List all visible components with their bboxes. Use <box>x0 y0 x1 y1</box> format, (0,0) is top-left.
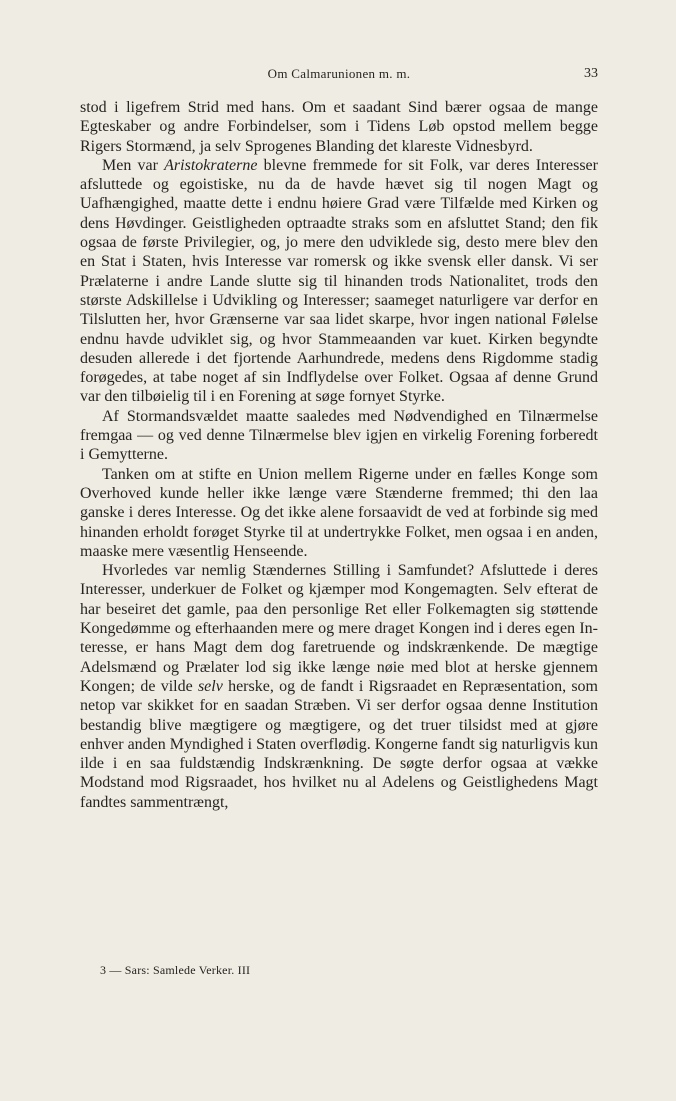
paragraph <box>80 407 598 465</box>
text-run: Tanken om at stifte en Union mellem Rigerne under en fælles Konge som Overhoved kunde heller ikke længe være Stænderne fremmed; thi den laa ganske i deres Interesse. Og det ikke alene forsaavidt de ved at forbinde sig med hinanden erholdt forøget Styrke til at undertrykke Folket, men ogsaa i en anden, maaske mere væsentlig Henseende. <box>80 465 598 560</box>
page-header <box>80 66 598 86</box>
text-run: Men var <box>102 156 165 174</box>
italic-text: Aristokraterne <box>164 156 258 174</box>
paragraph <box>80 465 598 561</box>
text-run: herske, og de fandt i Rigsraadet en Repræsentation, som netop var skikket for en saadan Stræben. Vi ser derfor ogsaa denne Institution bestandig blive mægtigere og mægtigere, og det truer tilsidst med at gjøre enhver anden Myndighed i Staten overflødig. Kongerne fandt sig naturligvis kun ilde i en saa fuldstændig Indskrænkning. De søgte derfor ogsaa at vække Modstand mod Rigsraadet, hos hvilket nu al Adelens og Geistlighedens Magt fandtes sammentrængt, <box>80 677 598 811</box>
signature-mark: 3 — Sars: Samlede Verker. III <box>100 963 251 977</box>
text-run: Af Stormandsvældet maatte saaledes med Nødvendighed en Tilnærmelse fremgaa — og ved denne Tilnærmelse blev igjen en virkelig Forening forberedt i Gemytterne. <box>80 407 598 464</box>
page-number: 33 <box>584 66 598 81</box>
body-text <box>80 98 598 812</box>
text-run: blevne fremmede for sit Folk, var deres Interesser afsluttede og egoistiske, nu da de havde hævet sig til nogen Magt og Uafhængighed, maatte dette i endnu høiere Grad være Tilfælde med Kirken og dens Høvdinger. Geistligheden optraadte straks som en afsluttet Stand; den fik ogsaa de første Privilegier, og, jo mere den udviklede sig, desto mere blev den en Stat i Staten, hvis Interesse var romersk og ikke svensk eller dansk. Vi ser Prælaterne i andre Lande slutte sig til hinanden trods Nationalitet, trods den største Adskillelse i Udvikling og Interesser; saameget naturligere var derfor en Tilslutten her, hvor Grænserne var saa lidet skarpe, hvor ingen national Følelse endnu havde udviklet sig, og hvor Stammeaanden var kuet. Kirken begyndte desuden allerede i det fjortende Aarhundrede, medens dens Rigdomme stadig forøgedes, at tabe noget af sin Indflydelse over Folket. Ogsaa af denne Grund var den tilbøielig til i en Forening at søge fornyet Styrke. <box>80 156 598 406</box>
text-run: stod i ligefrem Strid med hans. Om et saadant Sind bærer ogsaa de mange Egteskaber og andre Forbindelser, som i Tidens Løb opstod mellem begge Rigers Stormænd, ja selv Sprogenes Blanding det klareste Vidnesbyrd. <box>80 99 598 155</box>
paragraph <box>80 156 598 407</box>
italic-text: selv <box>197 677 223 695</box>
text-run: Hvorledes var nemlig Stændernes Stilling i Samfundet? Afsluttede i deres Interesser, underkuer de Folket og kjæmper mod Kongemagten. Selv efterat de har beseiret det gamle, paa den personlige Ret eller Folkemagten sig støttende Kongedømme og efterhaanden mere og mere draget Kongen ind i deres egen Interesse, er hans Magt dem dog faretruende og indskrænkende. De mægtige Adelsmænd og Prælater lod sig ikke længe nøie med blot at herske gjennem Kongen; de vilde <box>80 562 598 695</box>
paragraph <box>80 98 598 156</box>
paragraph <box>80 561 598 812</box>
running-title: Om Calmarunionen m. m. <box>267 66 411 81</box>
